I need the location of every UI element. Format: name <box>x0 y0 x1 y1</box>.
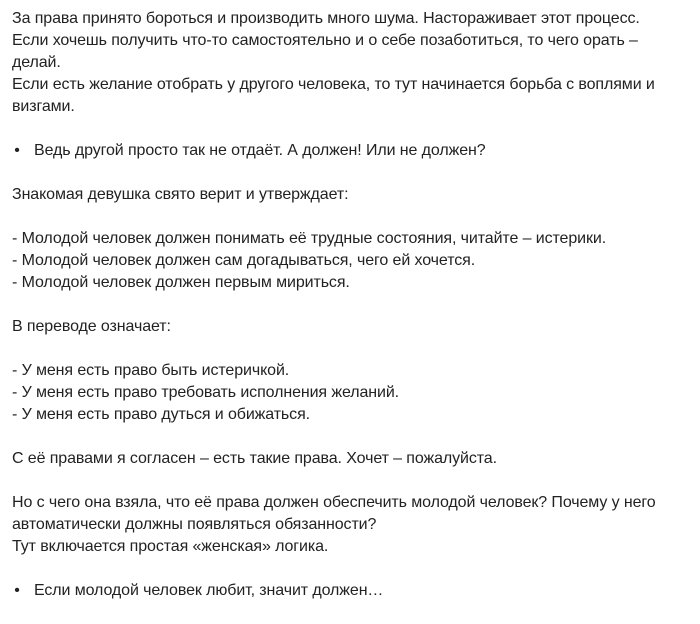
text-line: Знакомая девушка свято верит и утверждает: <box>12 186 349 203</box>
paragraph-why-obligations <box>12 492 692 558</box>
list-item: - Молодой человек должен понимать её трудные состояния, читайте – истерики. <box>12 230 607 247</box>
list-young-man-must <box>12 228 692 294</box>
list-item: - У меня есть право дуться и обижаться. <box>12 406 310 423</box>
text-line: Если хочешь получить что-то самостоятельно и о себе позаботиться, то чего орать – <box>12 32 638 49</box>
list-item: - У меня есть право требовать исполнения желаний. <box>12 384 400 401</box>
text-line: За права принято бороться и производить много шума. Настораживает этот процесс. <box>12 10 640 27</box>
bullet-item-if-loves <box>12 580 692 602</box>
article-body <box>12 8 692 624</box>
list-item: - Молодой человек должен первым мириться. <box>12 274 350 291</box>
text-line: Если есть желание отобрать у другого человека, то тут начинается борьба с воплями и <box>12 76 655 93</box>
paragraph-translation <box>12 316 692 338</box>
bullet-text: Если молодой человек любит, значит должен… <box>34 582 384 599</box>
text-line: Но с чего она взяла, что её права должен обеспечить молодой человек? Почему у него <box>12 494 656 511</box>
text-line: автоматически должны появляться обязанности? <box>12 516 377 533</box>
paragraph-rights-struggle <box>12 8 692 118</box>
list-i-have-right <box>12 360 692 426</box>
bullet-marker: • <box>14 142 20 159</box>
paragraph-acquaintance <box>12 184 692 206</box>
bullet-text: Ведь другой просто так не отдаёт. А должен! Или не должен? <box>34 142 486 159</box>
text-line: визгами. <box>12 98 75 115</box>
bullet-item-other-does-not-give <box>12 140 692 162</box>
paragraph-agree-rights <box>12 448 692 470</box>
list-item: - У меня есть право быть истеричкой. <box>12 362 290 379</box>
text-line: делай. <box>12 54 61 71</box>
text-line: В переводе означает: <box>12 318 171 335</box>
text-line: Тут включается простая «женская» логика. <box>12 538 329 555</box>
list-item: - Молодой человек должен сам догадываться, чего ей хочется. <box>12 252 476 269</box>
bullet-marker: • <box>14 582 20 599</box>
text-line: С её правами я согласен – есть такие права. Хочет – пожалуйста. <box>12 450 497 467</box>
